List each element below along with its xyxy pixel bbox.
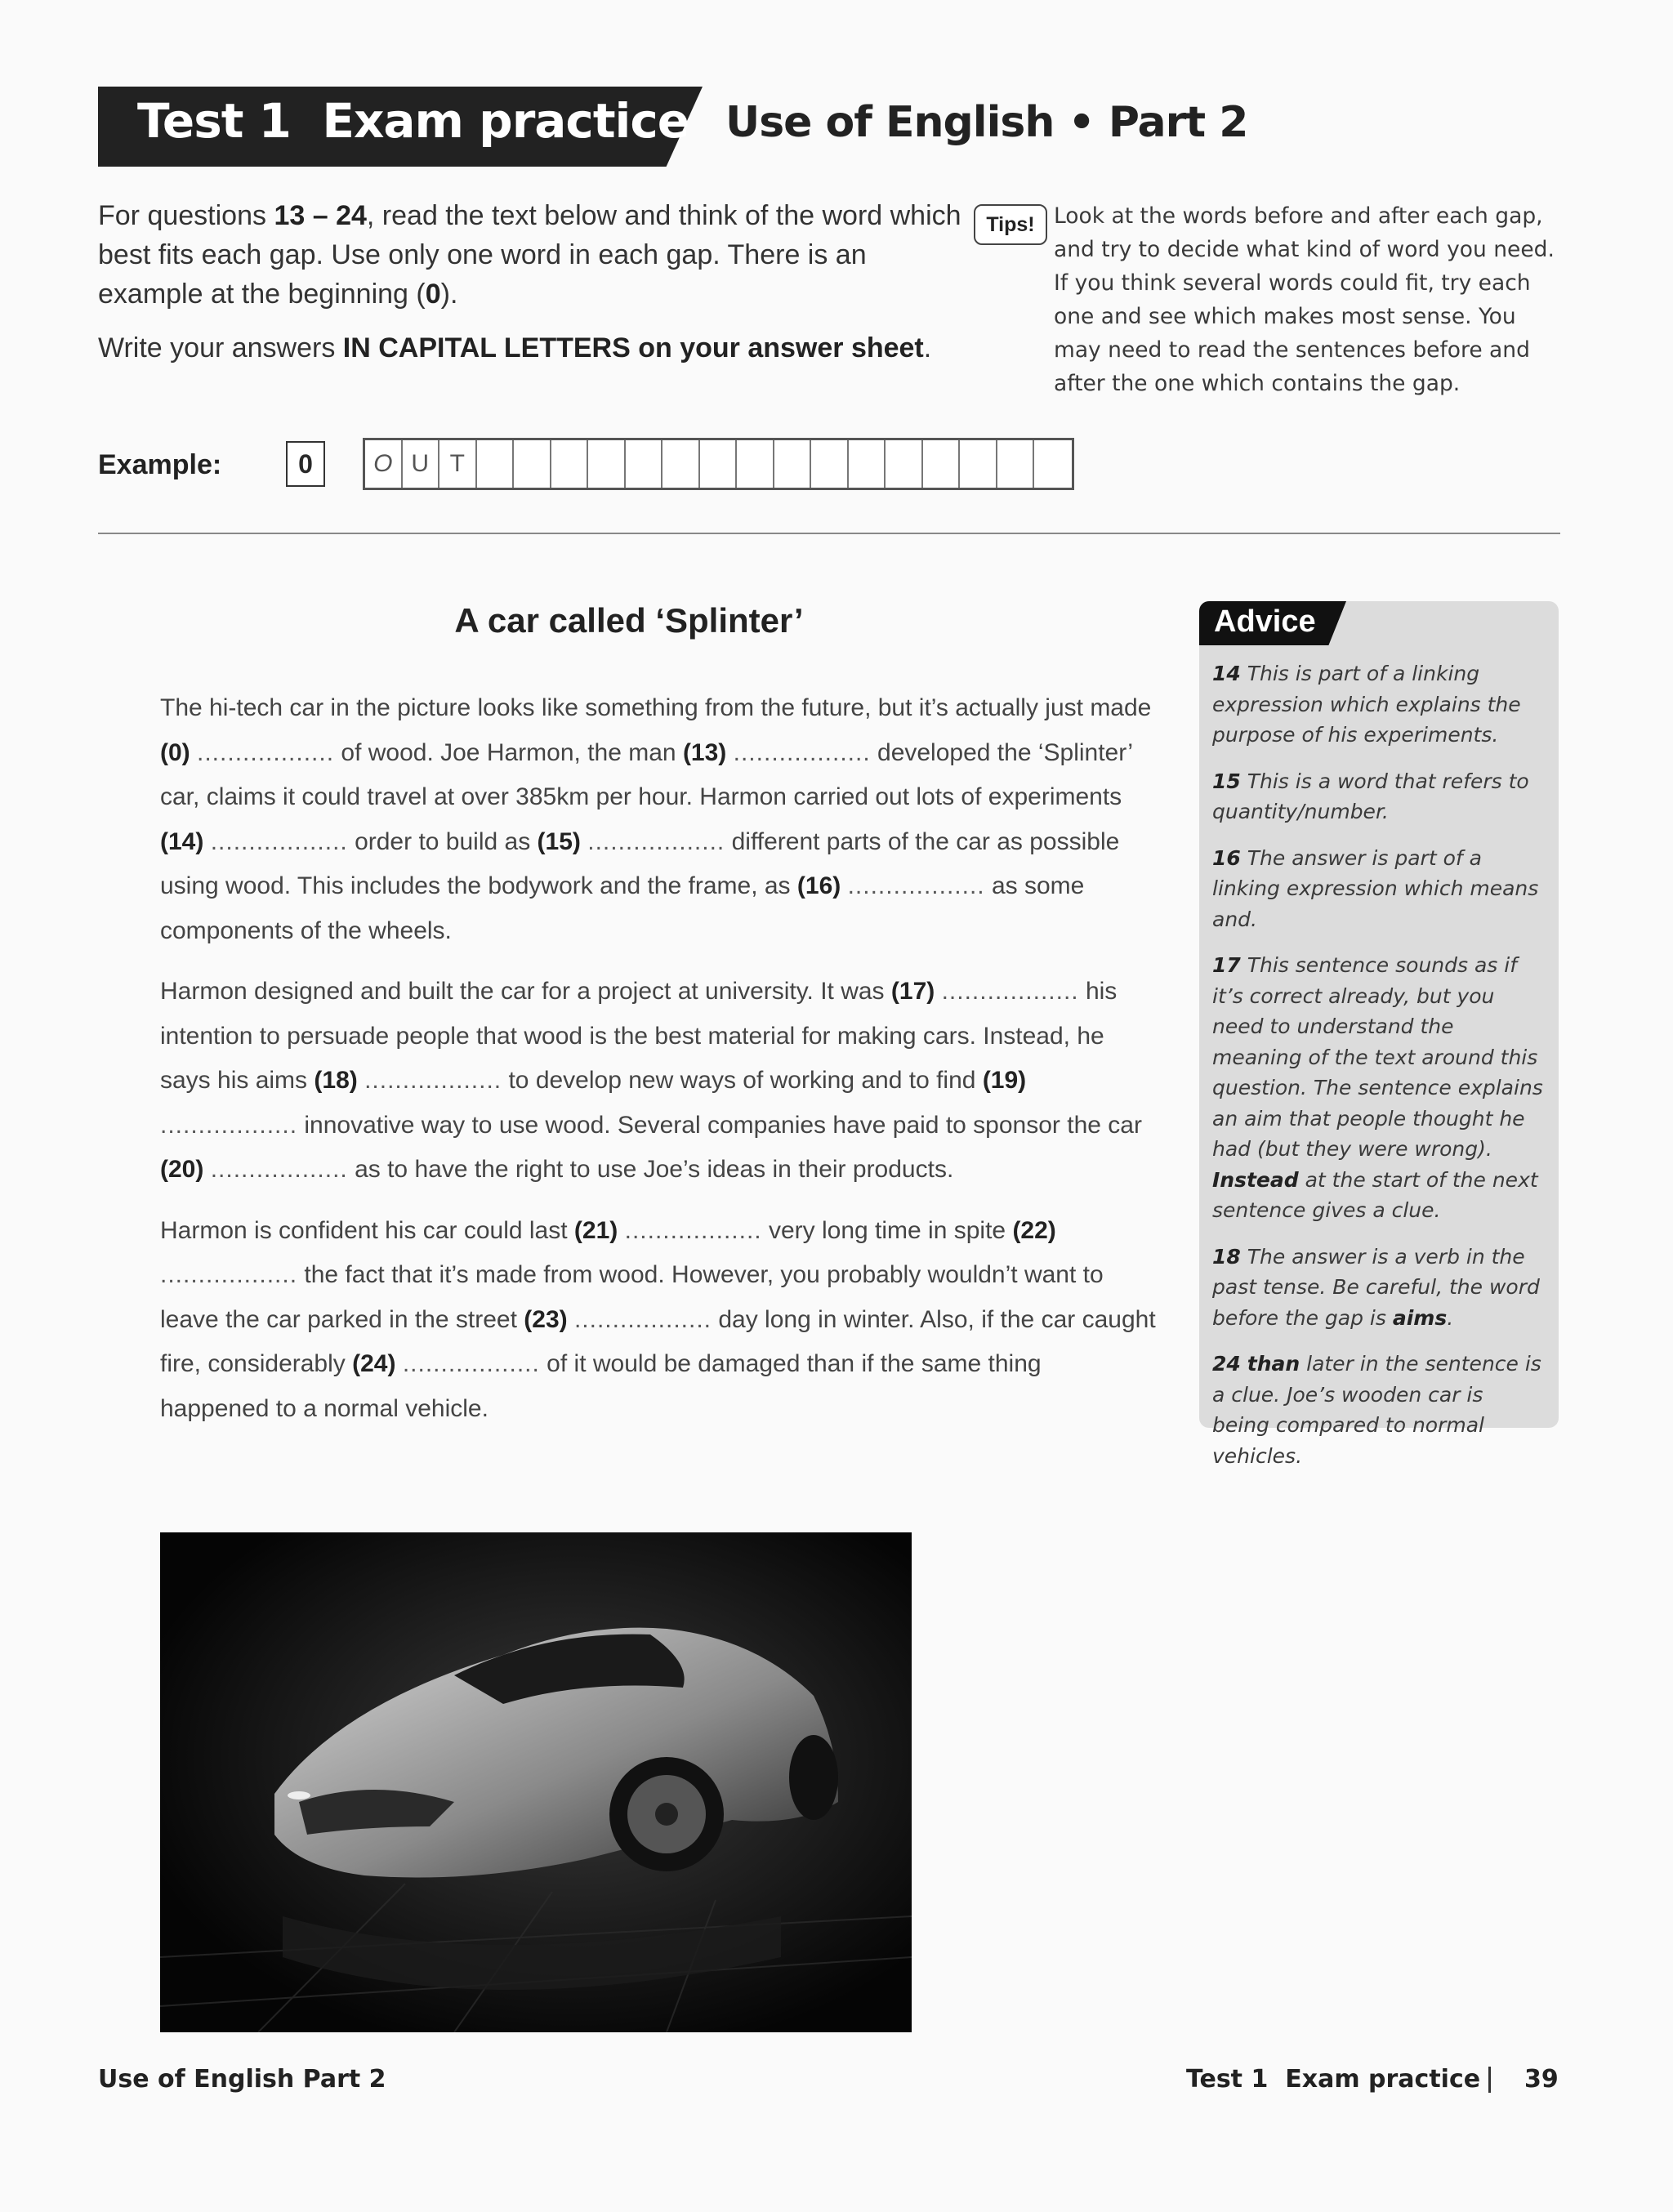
advice-title: Advice — [1214, 604, 1316, 639]
gap: .................. — [402, 1350, 540, 1377]
instructions-paragraph-1: For questions 13 – 24, read the text below and think of the word which best fits each gap. Use only one word in each gap. There is an example at the beginning (0). — [98, 200, 961, 310]
example-answer-cell — [663, 440, 700, 488]
instructions — [98, 196, 964, 382]
advice-item-16: 16 The answer is part of a linking expression which means and. — [1212, 845, 1539, 931]
advice-items — [1212, 658, 1546, 1487]
example-answer-cell — [737, 440, 774, 488]
example-answer-boxes — [363, 438, 1074, 490]
example-answer-cell — [774, 440, 812, 488]
example-answer-cell — [700, 440, 738, 488]
example-answer-cell — [811, 440, 849, 488]
divider — [98, 533, 1560, 534]
gap: .................. — [210, 827, 348, 855]
article-paragraph-2: Harmon designed and built the car for a project at university. It was (17) .................. his intention to persuade people that wood is the best material for making cars. Instead, he says his aims (18) .................. to develop new ways of working and to find (19) .................. innovative way to use wood. Several companies have paid to sponsor the car (20) .................. as to have the right to use Joe’s ideas in their products. — [160, 978, 1142, 1183]
article-paragraph-1: The hi-tech car in the picture looks like something from the future, but it’s actually just made (0) .................. of wood. Joe Harmon, the man (13) .................. developed the ‘Splinter’ car, claims it could travel at over 385km per hour. Harmon carried out lots of experiments (14) .................. order to build as (15) .................. different parts of the car as possible using wood. This includes the bodywork and the frame, as (16) .................. as some components of the wheels. — [160, 694, 1152, 944]
example-answer-cell — [849, 440, 886, 488]
advice-item-24: 24 than later in the sentence is a clue. Joe’s wooden car is being compared to normal vehicles. — [1212, 1352, 1541, 1468]
gap: .................. — [160, 1111, 298, 1139]
footer-divider — [1488, 2067, 1491, 2093]
example-answer-cell: T — [439, 440, 477, 488]
gap: .................. — [160, 1261, 298, 1288]
tips-badge: Tips! — [974, 204, 1047, 245]
gap: .................. — [573, 1305, 712, 1333]
gap: .................. — [941, 978, 1079, 1005]
example-answer-cell — [1034, 440, 1072, 488]
gap: .................. — [624, 1216, 762, 1244]
article-title: A car called ‘Splinter’ — [454, 601, 804, 640]
example-answer-cell — [514, 440, 551, 488]
advice-item-14: 14 This is part of a linking expression which explains the purpose of his experiments. — [1212, 662, 1521, 747]
gap: .................. — [733, 738, 871, 766]
example-number-box: 0 — [286, 441, 325, 487]
advice-item-15: 15 This is a word that refers to quantity/number. — [1212, 769, 1529, 823]
page-number: 39 — [1524, 2065, 1559, 2094]
example-answer-cell — [997, 440, 1035, 488]
example-answer-cell — [960, 440, 997, 488]
example-label: Example: — [98, 449, 222, 480]
example-answer-cell — [886, 440, 923, 488]
gap: .................. — [587, 827, 725, 855]
example-answer-cell — [477, 440, 515, 488]
car-illustration — [160, 1532, 912, 2032]
gap: .................. — [210, 1156, 348, 1183]
example-answer-cell: O — [365, 440, 403, 488]
gap: .................. — [847, 872, 985, 899]
instructions-paragraph-2: Write your answers IN CAPITAL LETTERS on your answer sheet. — [98, 332, 932, 363]
article-paragraph-3: Harmon is confident his car could last (21) .................. very long time in spite (22) .................. the fact that it’s made from wood. However, you probably wouldn’t want to leave the car parked in the street (23) .................. day long in winter. Also, if the car caught fire, considerably (24) .................. of it would be damaged than if the same thing happened to a normal vehicle. — [160, 1216, 1156, 1422]
article-text — [160, 686, 1157, 1447]
gap: .................. — [364, 1067, 502, 1094]
example-answer-cell — [626, 440, 663, 488]
example-answer-cell — [551, 440, 589, 488]
footer-section: Use of English Part 2 — [98, 2065, 386, 2094]
tips-text: Look at the words before and after each gap, and try to decide what kind of word you need. If you think several words could fit, try each one and see which makes most sense. You may need to read the sentences before and after the one which contains the gap. — [1054, 203, 1555, 396]
advice-item-17: 17 This sentence sounds as if it’s correct already, but you need to understand the meaning of the text around this question. The sentence explains an aim that people thought he had (but they were wrong). Instead at the start of the next sentence gives a clue. — [1212, 953, 1543, 1222]
test-title: Test 1 Exam practice — [137, 93, 689, 149]
section-title: Use of English • Part 2 — [725, 98, 1248, 147]
advice-item-18: 18 The answer is a verb in the past tense. Be careful, the word before the gap is aims. — [1212, 1244, 1540, 1330]
example-answer-cell — [588, 440, 626, 488]
example-answer-cell — [923, 440, 961, 488]
car-photo — [160, 1532, 912, 2032]
gap: .................. — [197, 738, 335, 766]
footer-test: Test 1 Exam practice — [1186, 2065, 1481, 2094]
example-answer-cell: U — [403, 440, 440, 488]
